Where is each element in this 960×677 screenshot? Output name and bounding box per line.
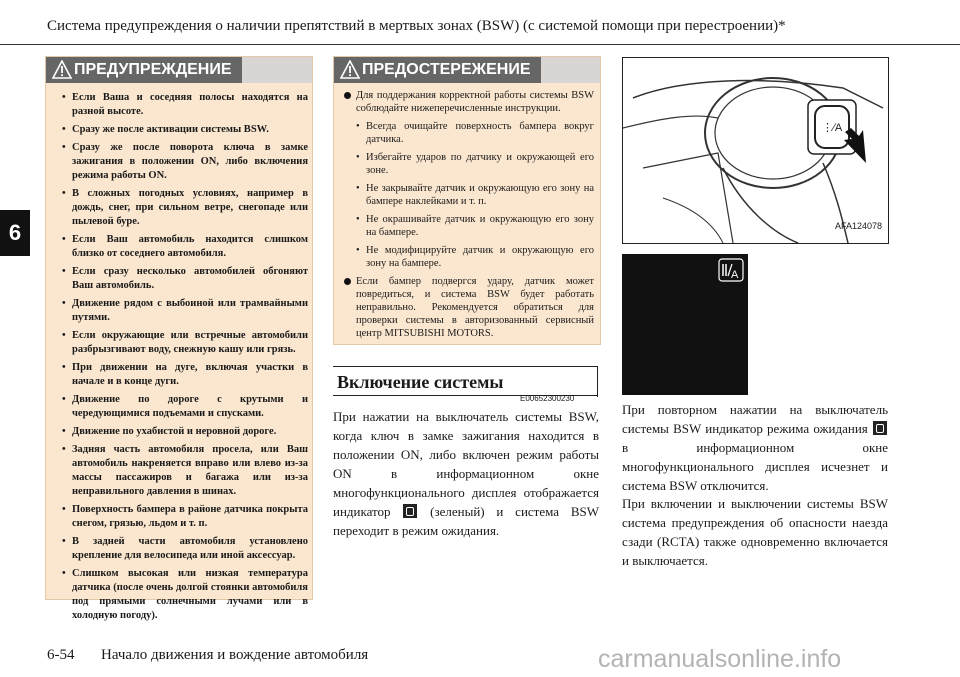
rcta-paragraph: При включении и выключении системы BSW система предупреждения об опасности наезда сзади (RCTA) также одновременно включается и выключается. [622, 496, 888, 568]
bsw-off-paragraph [622, 400, 888, 495]
caution-list [342, 89, 594, 345]
system-on-paragraph [333, 407, 599, 540]
section-heading: Включение системы [333, 366, 598, 396]
warning-title-bar [46, 57, 242, 83]
list-item: • Если Ваша и соседняя полосы находятся на разной высоте. [60, 91, 308, 119]
warning-title: ПРЕДУПРЕЖДЕНИЕ [74, 61, 232, 78]
list-item: • В сложных погодных условиях, например в дождь, снег, при сильном ветре, снегопаде или пылевой буре. [60, 187, 308, 229]
warning-header [46, 57, 312, 83]
figure-indicator-display [622, 254, 748, 395]
list-item: • Не закрывайте датчик и окружающую его зону на бампере наклейками и т. п. [356, 182, 594, 208]
list-item: • Слишком высокая или низкая температура датчика (после очень долгой стоянки автомобиля под прямыми солнечными лучами или в холодную погоду). [60, 567, 308, 623]
dashboard-illustration [623, 58, 888, 243]
paragraph-text: в информационном окне многофункционального дисплея исчезнет и система BSW отключится. [622, 440, 888, 493]
paragraph-text: (зеленый) и система BSW переходит в режим ожидания. [333, 504, 599, 538]
warning-list [60, 91, 308, 627]
list-item: • Задняя часть автомобиля просела, или Ваш автомобиль накреняется вправо или влево из-за массы пассажиров и багажа или из-за неправильного давления в шинах. [60, 443, 308, 499]
caution-header [334, 57, 600, 83]
list-item: • При движении на дуге, включая участки в начале и в конце дуги. [60, 361, 308, 389]
list-item: • Сразу же после поворота ключа в замке зажигания в положении ON, либо включения режима работы ON. [60, 141, 308, 183]
document-code: E00652300230 [520, 394, 575, 403]
list-item: Если бампер подвергся удару, датчик может повредиться, и система BSW будет работать неправильно. Рекомендуется обратиться для проверки системы в авторизованный сервисный центр MITSUBISHI MOTORS. [342, 275, 594, 340]
warning-box [45, 56, 313, 621]
list-item [342, 89, 594, 270]
list-item: • Движение по дороге с крутыми и чередующимися подъемами и спусками. [60, 393, 308, 421]
bsw-indicator-icon [873, 421, 887, 435]
section-tab: 6 [0, 210, 30, 256]
caution-sublist [356, 120, 594, 270]
list-item: • Сразу же после активации системы BSW. [60, 123, 308, 137]
svg-text:⋮∕A: ⋮∕A [822, 122, 843, 134]
list-item: • Не модифицируйте датчик и окружающую его зону на бампере. [356, 244, 594, 270]
list-item: • Не окрашивайте датчик и окружающую его зону на бампере. [356, 213, 594, 239]
footer-section-title: Начало движения и вождение автомобиля [101, 647, 369, 663]
warning-triangle-icon [52, 60, 72, 79]
list-item: • Избегайте ударов по датчику и окружающей его зоне. [356, 151, 594, 177]
list-item: • Поверхность бампера в районе датчика покрыта снегом, грязью, льдом и т. п. [60, 503, 308, 531]
paragraph-text: При повторном нажатии на выключатель системы BSW индикатор режима ожидания [622, 402, 888, 436]
caution-box [333, 56, 601, 345]
svg-text:A: A [731, 269, 739, 281]
list-item: • Если окружающие или встречные автомобили разбрызгивают воду, снежную кашу или грязь. [60, 329, 308, 357]
list-item: • Движение рядом с выбоиной или трамвайными путями. [60, 297, 308, 325]
header-divider [0, 44, 960, 45]
caution-title: ПРЕДОСТЕРЕЖЕНИЕ [362, 61, 531, 78]
list-item: • Если сразу несколько автомобилей обгоняют Ваш автомобиль. [60, 265, 308, 293]
watermark: carmanualsonline.info [598, 645, 842, 673]
page-header-title: Система предупреждения о наличии препятствий в мертвых зонах (BSW) (с системой помощи при перестроении)* [47, 18, 786, 34]
paragraph-text: При нажатии на выключатель системы BSW, когда ключ в замке зажигания находится в положении ON, либо включен режим работы ON в информационном окне многофункционального дисплея отображается индикатор [333, 409, 599, 519]
page-number: 6-54 [47, 647, 75, 663]
figure-code: AFA124078 [835, 221, 883, 231]
list-item: • В задней части автомобиля установлено крепление для велосипеда или иной аксессуар. [60, 535, 308, 563]
list-item: • Движение по ухабистой и неровной дороге. [60, 425, 308, 439]
figure-bsw-switch [622, 57, 889, 244]
list-item: • Всегда очищайте поверхность бампера вокруг датчика. [356, 120, 594, 146]
warning-triangle-icon [340, 60, 360, 79]
list-item: • Если Ваш автомобиль находится слишком близко от соседнего автомобиля. [60, 233, 308, 261]
caution-title-bar [334, 57, 541, 83]
bsw-indicator-icon [622, 254, 748, 395]
caution-item-text: Для поддержания корректной работы системы BSW соблюдайте нижеперечисленные инструкции. [356, 90, 594, 114]
bsw-indicator-icon [403, 504, 417, 518]
